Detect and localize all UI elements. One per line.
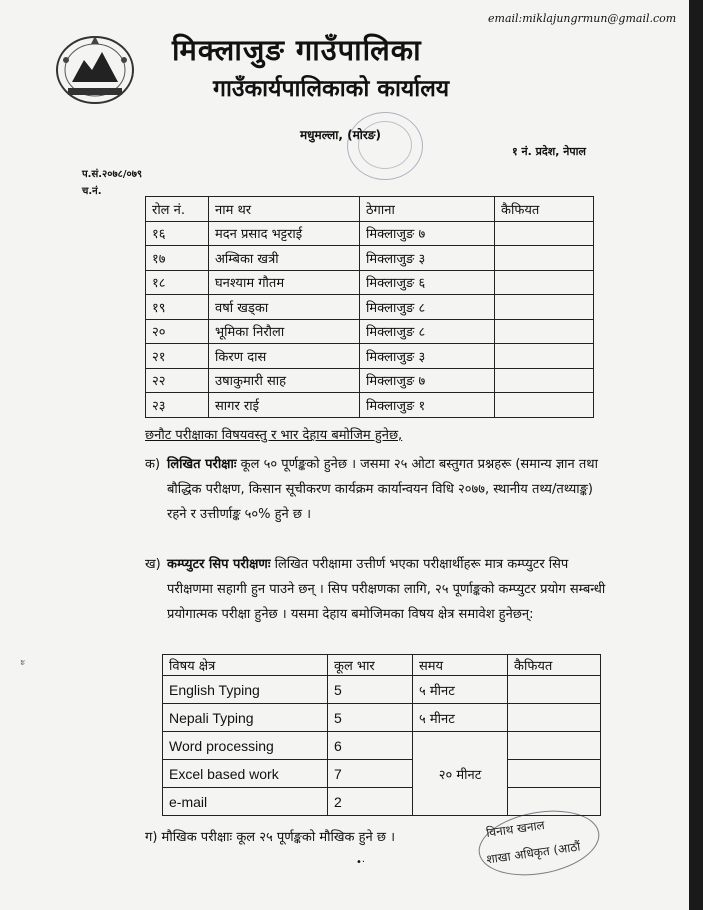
office-subtitle: गाउँकार्यपालिकाको कार्यालय — [213, 76, 450, 102]
remarks-cell — [495, 295, 594, 320]
municipality-title: मिक्लाजुङ गाउँपालिका — [172, 33, 422, 67]
candidate-table — [145, 196, 594, 418]
name-cell: भूमिका निरौला — [209, 319, 360, 344]
dispatch-number: च.नं. — [82, 186, 102, 197]
weight-cell: 5 — [328, 676, 413, 704]
remarks-cell — [495, 344, 594, 369]
table-row — [146, 319, 594, 344]
table-row — [163, 676, 601, 704]
table-row — [163, 760, 601, 788]
address-cell: मिक्लाजुङ ८ — [360, 295, 495, 320]
table-row — [146, 344, 594, 369]
header-subject: विषय क्षेत्र — [163, 655, 328, 676]
section-label: क) — [145, 457, 161, 472]
province-label: १ नं. प्रदेश, नेपाल — [512, 145, 586, 158]
section-label: ख) — [145, 557, 161, 572]
address-cell: मिक्लाजुङ ३ — [360, 246, 495, 271]
section-heading: कम्प्युटर सिप परीक्षणः — [167, 557, 271, 572]
section-label: ग) — [145, 830, 158, 845]
address-cell: मिक्लाजुङ १ — [360, 393, 495, 418]
remarks-cell — [495, 319, 594, 344]
roll-cell: २१ — [146, 344, 209, 369]
section-text: कूल ५० पूर्णङ्कको हुनेछ । जसमा २५ ओटा बस्तुगत प्रश्नहरू (समान्य ज्ञान तथा बौद्धिक परीक्षण, किसान सूचीकरण कार्यक्रम कार्यान्वयन विधि २०७७, स्थानीय तथ्य/तथ्याङ्क) रहने र उत्तीर्णाङ्क ५०% हुने छ । — [167, 457, 598, 522]
remarks-cell — [495, 270, 594, 295]
merged-time-cell: २० मीनट — [413, 732, 508, 816]
name-cell: किरण दास — [209, 344, 360, 369]
table-row — [163, 732, 601, 760]
header-remarks: कैफियत — [495, 197, 594, 222]
address-cell: मिक्लाजुङ ७ — [360, 221, 495, 246]
address-cell: मिक्लाजुङ ३ — [360, 344, 495, 369]
name-cell: मदन प्रसाद भट्टराई — [209, 221, 360, 246]
table-row — [146, 295, 594, 320]
table-header-row — [146, 197, 594, 222]
subject-cell: Excel based work — [163, 760, 328, 788]
header-weight: कूल भार — [328, 655, 413, 676]
subject-cell: e-mail — [163, 788, 328, 816]
time-cell: ५ मीनट — [413, 704, 508, 732]
roll-cell: १७ — [146, 246, 209, 271]
remarks-cell — [495, 221, 594, 246]
table-row — [146, 246, 594, 271]
name-cell: सागर राई — [209, 393, 360, 418]
nepal-emblem-icon — [52, 30, 138, 106]
header-remarks: कैफियत — [508, 655, 601, 676]
section-text: लिखित परीक्षामा उत्तीर्ण भएका परीक्षार्थीहरू मात्र कम्प्युटर सिप परीक्षणमा सहागी हुन पाउने छन् । सिप परीक्षणका लागि, २५ पूर्णाङ्कको कम्प्युटर प्रयोग सम्बन्धी प्रयोगात्मक परीक्षा हुनेछ । यसमा देहाय बमोजिमका विषय क्षेत्र समावेश हुनेछन्: — [167, 557, 606, 622]
header-email: email:miklajungrmun@gmail.com — [488, 12, 677, 25]
margin-mark: ะ — [20, 657, 26, 668]
roll-cell: १९ — [146, 295, 209, 320]
roll-cell: २२ — [146, 368, 209, 393]
roll-cell: १६ — [146, 221, 209, 246]
scan-edge — [689, 0, 703, 910]
remarks-cell — [508, 704, 601, 732]
remarks-cell — [495, 393, 594, 418]
time-cell: ५ मीनट — [413, 676, 508, 704]
section-heading: लिखित परीक्षाः — [167, 457, 237, 472]
subject-cell: Word processing — [163, 732, 328, 760]
table-row — [163, 704, 601, 732]
header-roll: रोल नं. — [146, 197, 209, 222]
name-cell: उषाकुमारी साह — [209, 368, 360, 393]
subject-cell: Nepali Typing — [163, 704, 328, 732]
weight-cell: 6 — [328, 732, 413, 760]
table-row — [146, 270, 594, 295]
roll-cell: २० — [146, 319, 209, 344]
subject-cell: English Typing — [163, 676, 328, 704]
table-row — [146, 368, 594, 393]
table-row — [146, 221, 594, 246]
remarks-cell — [495, 246, 594, 271]
header-name: नाम थर — [209, 197, 360, 222]
remarks-cell — [508, 732, 601, 760]
section-body — [167, 552, 607, 627]
exam-intro-heading: छनौट परीक्षाका विषयवस्तु र भार देहाय बमोजिम हुनेछ, — [145, 428, 403, 443]
header-time: समय — [413, 655, 508, 676]
name-cell: अम्बिका खत्री — [209, 246, 360, 271]
weight-cell: 7 — [328, 760, 413, 788]
remarks-cell — [495, 368, 594, 393]
name-cell: घनश्याम गौतम — [209, 270, 360, 295]
table-row — [146, 393, 594, 418]
header-address: ठेगाना — [360, 197, 495, 222]
address-cell: मिक्लाजुङ ७ — [360, 368, 495, 393]
oral-exam-line — [145, 827, 395, 845]
office-address: मधुमल्ला, (मोरङ) — [300, 128, 381, 142]
page-mark: •· — [356, 857, 366, 868]
table-header-row — [163, 655, 601, 676]
section-body — [167, 452, 607, 527]
roll-cell: २३ — [146, 393, 209, 418]
reference-number: प.सं.२०७८/०७९ — [82, 169, 143, 180]
computer-test-table — [162, 654, 601, 816]
section-text: मौखिक परीक्षाः कूल २५ पूर्णङ्कको मौखिक हुने छ । — [161, 830, 396, 845]
remarks-cell — [508, 676, 601, 704]
signature-designation: शाखा अधिकृत (आठौं — [485, 839, 582, 867]
remarks-cell — [508, 760, 601, 788]
weight-cell: 2 — [328, 788, 413, 816]
address-cell: मिक्लाजुङ ६ — [360, 270, 495, 295]
weight-cell: 5 — [328, 704, 413, 732]
signature-name: विनाथ खनाल — [485, 817, 546, 841]
roll-cell: १८ — [146, 270, 209, 295]
address-cell: मिक्लाजुङ ८ — [360, 319, 495, 344]
name-cell: वर्षा खड्का — [209, 295, 360, 320]
